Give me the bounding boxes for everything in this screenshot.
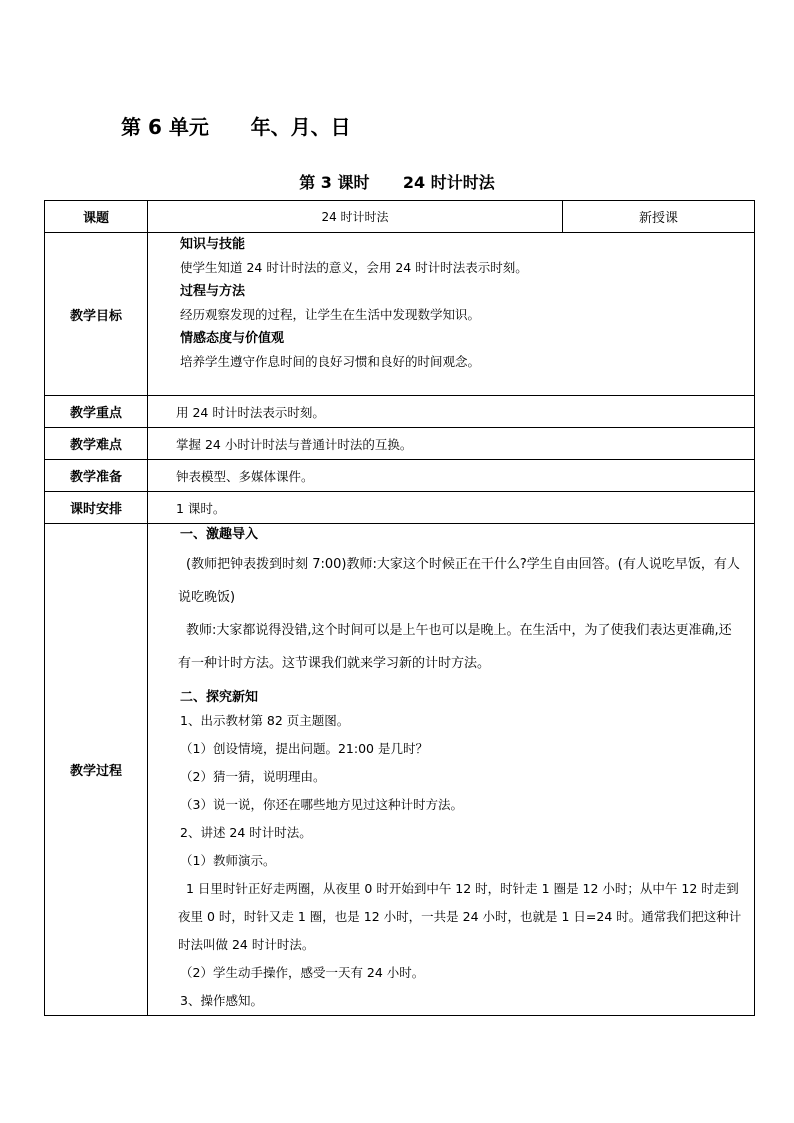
- goal-heading: 过程与方法: [180, 284, 246, 299]
- label-prep: 教学准备: [45, 460, 148, 492]
- lesson-title: 第 3 课时 24 时计时法: [299, 173, 495, 192]
- goal-text: 经历观察发现的过程，让学生在生活中发现数学知识。: [180, 307, 481, 322]
- lesson-plan-table: [44, 200, 755, 1016]
- unit-title: 第 6 单元 年、月、日: [121, 115, 351, 139]
- label-difficulty: 教学难点: [45, 428, 148, 460]
- section-heading: 二、探究新知: [180, 690, 259, 705]
- list-item: （3）说一说，你还在哪些地方见过这种计时方法。: [180, 797, 463, 812]
- topic-value: 24 时计时法: [148, 201, 563, 233]
- goals-content: [148, 233, 755, 396]
- prep-materials: 钟表模型、多媒体课件。: [148, 460, 755, 492]
- label-topic: 课题: [45, 201, 148, 233]
- row-process: [45, 524, 755, 1016]
- difficulty-point: 掌握 24 小时计时法与普通计时法的互换。: [148, 428, 755, 460]
- goal-heading: 情感态度与价值观: [180, 331, 285, 346]
- goal-text: 使学生知道 24 时计时法的意义，会用 24 时计时法表示时刻。: [180, 260, 528, 275]
- row-difficulty: [45, 428, 755, 460]
- list-item: 2、讲述 24 时计时法。: [180, 825, 312, 840]
- label-process: 教学过程: [45, 524, 148, 1016]
- list-item: （2）猜一猜，说明理由。: [180, 769, 326, 784]
- label-key: 教学重点: [45, 396, 148, 428]
- list-item: （1）教师演示。: [180, 853, 276, 868]
- section-heading: 一、激趣导入: [180, 527, 259, 542]
- process-content: [148, 524, 755, 1016]
- row-prep: [45, 460, 755, 492]
- key-point: 用 24 时计时法表示时刻。: [148, 396, 755, 428]
- list-item: （1）创设情境，提出问题。21:00 是几时？: [180, 741, 428, 756]
- goal-heading: 知识与技能: [180, 237, 246, 252]
- paragraph: (教师把钟表拨到时刻 7:00)教师:大家这个时候正在干什么?学生自由回答。(有人说吃早饭，有人说吃晚饭): [178, 557, 740, 605]
- label-schedule: 课时安排: [45, 492, 148, 524]
- goal-text: 培养学生遵守作息时间的良好习惯和良好的时间观念。: [180, 354, 481, 369]
- paragraph: 1 日里时针正好走两圈，从夜里 0 时开始到中午 12 时，时针走 1 圈是 12 小时；从中午 12 时走到夜里 0 时，时针又走 1 圈，也是 12 小时，一共是 24 小时，也就是 1 日=24 时。通常我们把这种计时法叫做 24 时计时法。: [178, 881, 742, 952]
- row-schedule: [45, 492, 755, 524]
- row-key: [45, 396, 755, 428]
- schedule-value: 1 课时。: [148, 492, 755, 524]
- paragraph: 教师:大家都说得没错,这个时间可以是上午也可以是晚上。在生活中，为了使我们表达更准确,还有一种计时方法。这节课我们就来学习新的计时方法。: [178, 623, 732, 671]
- row-goals: [45, 233, 755, 396]
- list-item: 3、操作感知。: [180, 993, 263, 1008]
- lesson-type: 新授课: [563, 201, 755, 233]
- label-goals: 教学目标: [45, 233, 148, 396]
- list-item: 1、出示教材第 82 页主题图。: [180, 713, 350, 728]
- list-item: （2）学生动手操作，感受一天有 24 小时。: [180, 965, 425, 980]
- row-topic: [45, 201, 755, 233]
